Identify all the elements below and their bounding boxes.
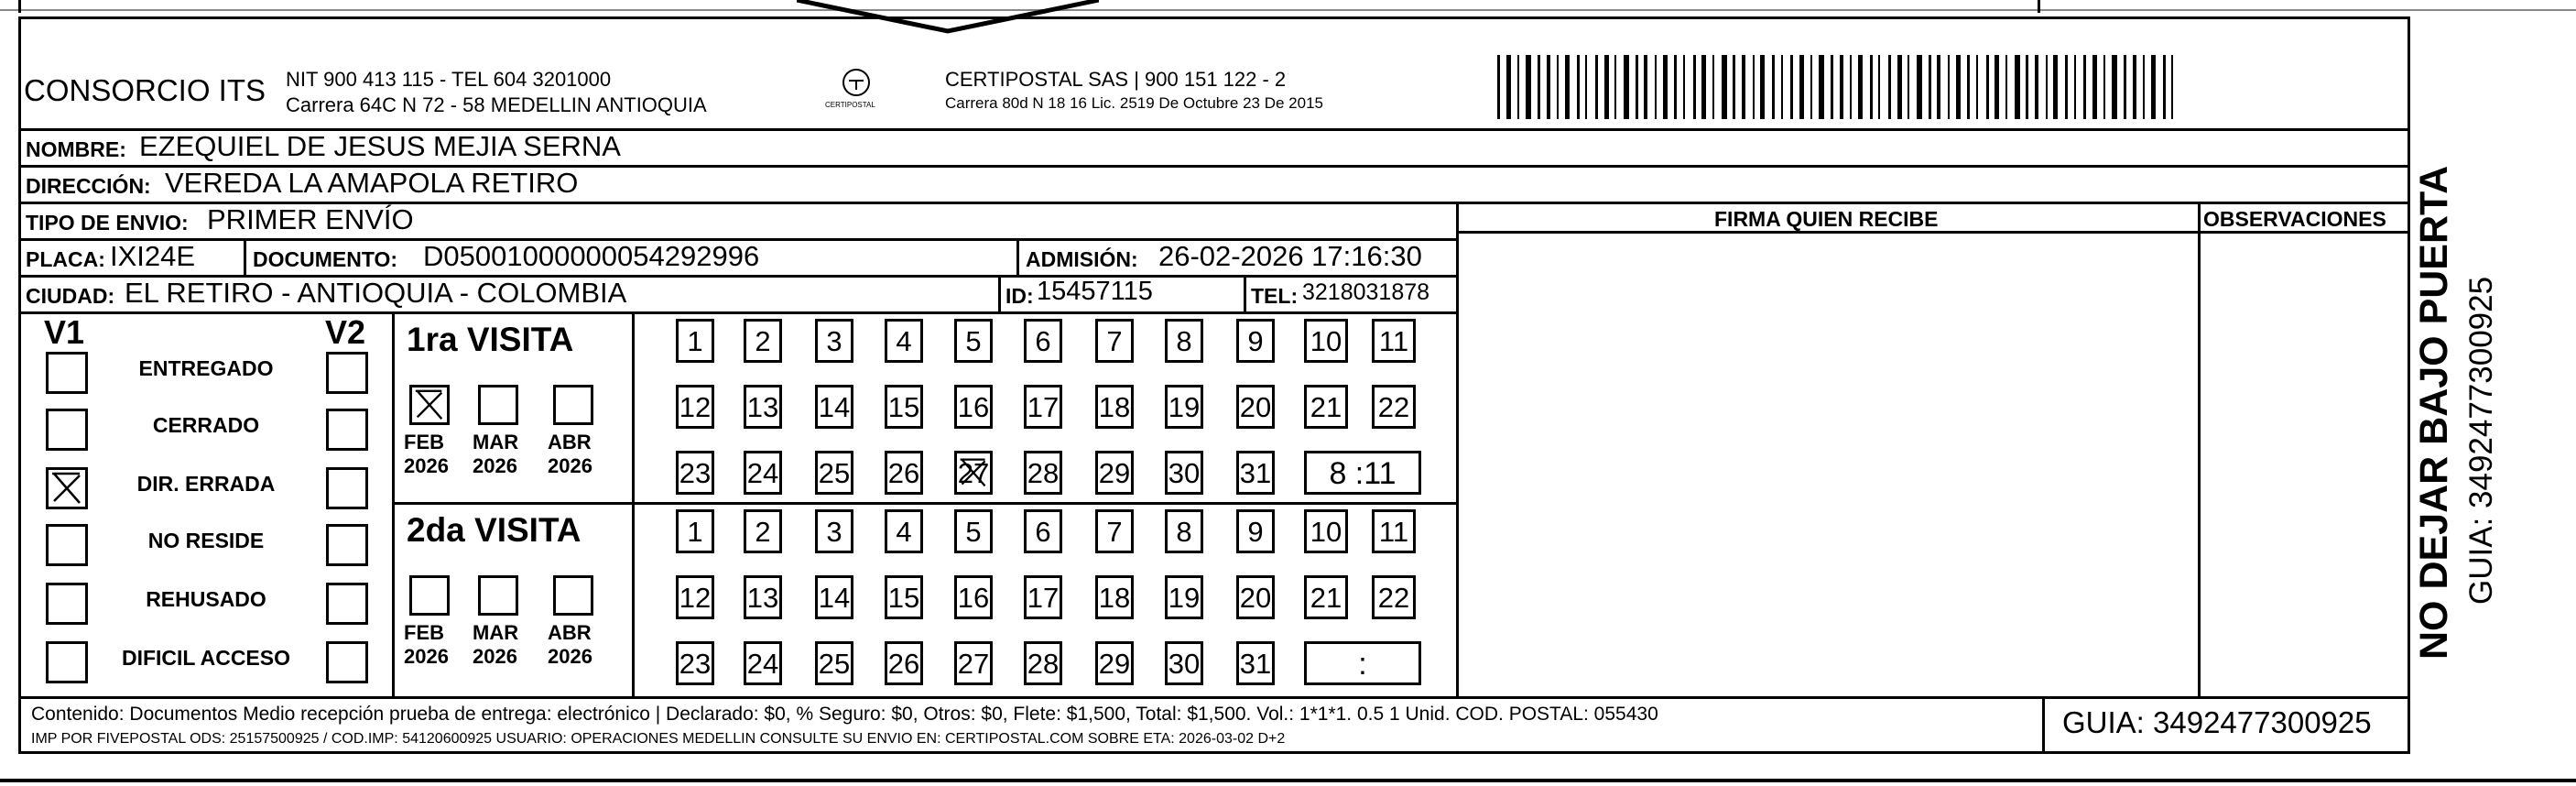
visit-day-box[interactable]: 28 xyxy=(1024,451,1062,495)
visit-day-box[interactable]: 5 xyxy=(954,319,993,363)
visit-day-box[interactable]: 22 xyxy=(1372,385,1416,429)
observations-header: OBSERVACIONES xyxy=(2203,207,2386,231)
visit-day-box[interactable]: 15 xyxy=(885,575,923,619)
logo-text: CERTIPOSTAL xyxy=(825,101,875,109)
barcode-bar xyxy=(1753,55,1755,119)
barcode-bar xyxy=(1850,55,1852,119)
visit-day-box[interactable]: 20 xyxy=(1236,385,1275,429)
status-label: REHUSADO xyxy=(146,587,266,611)
status-v2-checkbox[interactable] xyxy=(326,409,368,451)
barcode-bar xyxy=(1948,55,1950,119)
visit-day-box[interactable]: 11 xyxy=(1372,319,1416,363)
visit-day-box[interactable]: 5 xyxy=(954,509,993,553)
barcode-bar xyxy=(1624,55,1629,119)
status-v1-checkbox[interactable] xyxy=(46,409,88,451)
status-v1-checkbox[interactable] xyxy=(46,641,88,683)
barcode-bar xyxy=(1929,55,1931,119)
visit-day-box[interactable]: 2 xyxy=(744,509,782,553)
barcode-bar xyxy=(2171,55,2173,119)
admission-value: 26-02-2026 17:16:30 xyxy=(1158,240,1422,272)
visit-title: 1ra VISITA xyxy=(407,321,574,358)
recipient-name: EZEQUIEL DE JESUS MEJIA SERNA xyxy=(139,130,621,162)
courier-name: CERTIPOSTAL SAS | 900 151 122 - 2 xyxy=(945,68,1287,91)
signature-header: FIRMA QUIEN RECIBE xyxy=(1714,207,1939,231)
footer-content: Contenido: Documentos Medio recepción prueba de entrega: electrónico | Declarado: $0, % Seguro: $0, Otros: $0, Flete: $1,500, Total: $1,500. Vol.: 1*1*1. 0.5 1 Unid. COD. POSTAL: 055430 xyxy=(31,704,1658,725)
visit-day-box[interactable]: 26 xyxy=(885,451,923,495)
barcode-bar xyxy=(1810,55,1812,119)
visit-day-box[interactable]: 26 xyxy=(885,641,923,685)
visit-day-box[interactable]: 27 xyxy=(954,451,993,495)
barcode-bar xyxy=(1644,55,1647,119)
visit-day-box[interactable]: 19 xyxy=(1165,385,1203,429)
visit-day-box[interactable]: 2 xyxy=(744,319,782,363)
barcode-bar xyxy=(1840,55,1843,119)
visit-day-box[interactable]: 14 xyxy=(815,385,853,429)
barcode-bar xyxy=(1674,55,1677,119)
recipient-address: VEREDA LA AMAPOLA RETIRO xyxy=(165,167,579,199)
status-v2-checkbox[interactable] xyxy=(326,352,368,394)
plate-label: PLACA: xyxy=(26,247,105,271)
barcode-bar xyxy=(1538,55,1540,119)
visit-day-box[interactable]: 16 xyxy=(954,385,993,429)
company-name: CONSORCIO ITS xyxy=(24,73,266,107)
status-v1-checkbox[interactable] xyxy=(46,583,88,625)
top-torn-edge xyxy=(0,0,2576,18)
barcode-bar xyxy=(1595,55,1598,119)
barcode-bar xyxy=(1526,55,1531,119)
visit-time-box[interactable]: 8 :11 xyxy=(1304,451,1421,495)
visit-month-label: FEB xyxy=(404,621,444,644)
barcode-bar xyxy=(2053,55,2058,119)
v1-label: V1 xyxy=(44,313,85,351)
visit-month-label: ABR xyxy=(548,431,592,453)
barcode-bar xyxy=(1772,55,1775,119)
visit-day-box[interactable]: 29 xyxy=(1095,641,1134,685)
ship-type-label: TIPO DE ENVIO: xyxy=(26,211,189,235)
barcode-bar xyxy=(1565,55,1570,119)
barcode-bar xyxy=(1917,55,1922,119)
barcode-bar xyxy=(2092,55,2097,119)
document-value: D05001000000054292996 xyxy=(423,240,760,272)
barcode-bar xyxy=(1547,55,1550,119)
barcode-bar xyxy=(1636,55,1638,119)
barcode-bar xyxy=(1878,55,1880,119)
barcode-bar xyxy=(2133,55,2136,119)
bottom-rule xyxy=(0,779,2576,782)
visit-day-box[interactable]: 9 xyxy=(1236,509,1275,553)
side-warning: NO DEJAR BAJO PUERTA xyxy=(2412,165,2456,660)
visit-day-box[interactable]: 13 xyxy=(744,575,782,619)
visit-day-box[interactable]: 6 xyxy=(1024,509,1062,553)
barcode-bar xyxy=(1994,55,1999,119)
visit-month-checkbox[interactable] xyxy=(478,575,518,616)
id-value: 15457115 xyxy=(1037,277,1153,306)
visit-day-box[interactable]: 12 xyxy=(676,385,714,429)
visit-month-checkbox[interactable] xyxy=(553,385,593,425)
visit-day-box[interactable]: 4 xyxy=(885,319,923,363)
visit-year-label: 2026 xyxy=(404,645,449,668)
barcode-bar xyxy=(2151,55,2156,119)
visit-day-box[interactable]: 10 xyxy=(1304,319,1348,363)
visit-day-box[interactable]: 22 xyxy=(1372,575,1416,619)
barcode xyxy=(1497,55,2179,119)
visit-day-box[interactable]: 11 xyxy=(1372,509,1416,553)
barcode-bar xyxy=(1604,55,1609,119)
barcode-bar xyxy=(1819,55,1824,119)
visit-day-box[interactable]: 13 xyxy=(744,385,782,429)
visit-day-box[interactable]: 7 xyxy=(1095,319,1134,363)
visit-month-checkbox[interactable] xyxy=(553,575,593,616)
barcode-bar xyxy=(1937,55,1940,119)
barcode-bar xyxy=(1655,55,1657,119)
visit-day-box[interactable]: 14 xyxy=(815,575,853,619)
tel-label: TEL: xyxy=(1251,284,1299,308)
visit-month-label: ABR xyxy=(548,621,592,644)
name-label: NOMBRE: xyxy=(26,137,126,161)
company-nit: NIT 900 413 115 - TEL 604 3201000 xyxy=(286,68,612,91)
document-label: DOCUMENTO: xyxy=(253,247,398,271)
status-v2-checkbox[interactable] xyxy=(326,467,368,509)
visit-day-box[interactable]: 1 xyxy=(676,319,714,363)
status-v2-checkbox[interactable] xyxy=(326,641,368,683)
visit-day-box[interactable]: 10 xyxy=(1304,509,1348,553)
barcode-bar xyxy=(1976,55,1978,119)
visit-day-box[interactable]: 17 xyxy=(1024,575,1062,619)
visit-day-box[interactable]: 21 xyxy=(1304,575,1348,619)
visit-day-box[interactable]: 16 xyxy=(954,575,993,619)
barcode-bar xyxy=(1614,55,1616,119)
barcode-bar xyxy=(1506,55,1511,119)
certipostal-logo xyxy=(825,64,884,119)
barcode-bar xyxy=(1897,55,1902,119)
visit-day-box[interactable]: 4 xyxy=(885,509,923,553)
barcode-bar xyxy=(2005,55,2007,119)
visit-day-box[interactable]: 28 xyxy=(1024,641,1062,685)
visit-day-box[interactable]: 9 xyxy=(1236,319,1275,363)
visit-day-box[interactable]: 25 xyxy=(815,641,853,685)
id-label: ID: xyxy=(1005,284,1034,308)
visit-day-box[interactable]: 29 xyxy=(1095,451,1134,495)
barcode-bar xyxy=(2103,55,2105,119)
barcode-bar xyxy=(2083,55,2086,119)
barcode-bar xyxy=(2065,55,2068,119)
barcode-bar xyxy=(1908,55,1909,119)
courier-license: Carrera 80d N 18 16 Lic. 2519 De Octubre 23 De 2015 xyxy=(945,94,1323,112)
barcode-bar xyxy=(1870,55,1873,119)
barcode-bar xyxy=(1790,55,1793,119)
status-label: ENTREGADO xyxy=(138,356,274,380)
visit-day-box[interactable]: 30 xyxy=(1165,451,1203,495)
status-label: NO RESIDE xyxy=(147,529,265,552)
visit-day-box[interactable]: 6 xyxy=(1024,319,1062,363)
visit-day-box[interactable]: 31 xyxy=(1236,641,1275,685)
visit-day-box[interactable]: 3 xyxy=(815,509,853,553)
barcode-bar xyxy=(1663,55,1668,119)
visit-day-box[interactable]: 25 xyxy=(815,451,853,495)
company-address: Carrera 64C N 72 - 58 MEDELLIN ANTIOQUIA xyxy=(286,93,707,116)
footer-guide: GUIA: 3492477300925 xyxy=(2062,705,2372,739)
observations-area[interactable] xyxy=(2201,234,2408,696)
status-v1-checkbox[interactable] xyxy=(46,352,88,394)
ship-type: PRIMER ENVÍO xyxy=(207,203,414,235)
visit-month-checkbox[interactable] xyxy=(478,385,518,425)
city-label: CIUDAD: xyxy=(26,284,115,308)
visit-day-box[interactable]: 12 xyxy=(676,575,714,619)
visit-month-label: MAR xyxy=(473,431,519,453)
status-label: DIR. ERRADA xyxy=(136,472,276,496)
visit-day-box[interactable]: 20 xyxy=(1236,575,1275,619)
barcode-bar xyxy=(1557,55,1559,119)
status-label: DIFICIL ACCESO xyxy=(121,646,290,670)
barcode-bar xyxy=(1831,55,1833,119)
tel-value: 3218031878 xyxy=(1302,279,1430,305)
status-v2-checkbox[interactable] xyxy=(326,583,368,625)
barcode-bar xyxy=(2124,55,2126,119)
footer-imp: IMP POR FIVEPOSTAL ODS: 25157500925 / COD.IMP: 54120600925 USUARIO: OPERACIONES MEDELLIN CONSULTE SU ENVIO EN: CERTIPOSTAL.COM SOBRE ETA: 2026-03-02 D+2 xyxy=(31,731,1286,747)
visit-time-box[interactable]: : xyxy=(1304,641,1421,685)
status-v1-checkbox[interactable] xyxy=(46,524,88,566)
barcode-bar xyxy=(1799,55,1804,119)
visit-month-label: FEB xyxy=(404,431,444,453)
visit-day-box[interactable]: 3 xyxy=(815,319,853,363)
barcode-bar xyxy=(2046,55,2048,119)
address-label: DIRECCIÓN: xyxy=(26,174,151,198)
visit-month-checkbox[interactable] xyxy=(409,575,450,616)
visit-month-checkbox[interactable] xyxy=(409,385,450,425)
status-v1-checkbox[interactable] xyxy=(46,467,88,509)
side-guide: GUIA: 3492477300925 xyxy=(2463,276,2499,605)
barcode-bar xyxy=(1585,55,1587,119)
barcode-bar xyxy=(1742,55,1745,119)
visit-day-box[interactable]: 31 xyxy=(1236,451,1275,495)
visit-day-box[interactable]: 18 xyxy=(1095,575,1134,619)
visit-year-label: 2026 xyxy=(548,645,592,668)
barcode-bar xyxy=(2143,55,2145,119)
barcode-bar xyxy=(2074,55,2076,119)
visit-day-box[interactable]: 24 xyxy=(744,451,782,495)
visit-day-box[interactable]: 30 xyxy=(1165,641,1203,685)
visit-day-box[interactable]: 15 xyxy=(885,385,923,429)
barcode-bar xyxy=(1722,55,1727,119)
visit-day-box[interactable]: 1 xyxy=(676,509,714,553)
visit-day-box[interactable]: 23 xyxy=(676,641,714,685)
barcode-bar xyxy=(1693,55,1696,119)
barcode-bar xyxy=(1497,55,1500,119)
barcode-bar xyxy=(1888,55,1891,119)
barcode-bar xyxy=(1733,55,1735,119)
plate-value: IXI24E xyxy=(110,240,196,272)
visit-day-box[interactable]: 18 xyxy=(1095,385,1134,429)
visit-day-box[interactable]: 7 xyxy=(1095,509,1134,553)
visit-day-box[interactable]: 17 xyxy=(1024,385,1062,429)
barcode-bar xyxy=(1760,55,1765,119)
v2-label: V2 xyxy=(325,313,366,351)
barcode-bar xyxy=(2112,55,2117,119)
barcode-bar xyxy=(2035,55,2038,119)
visit-day-box[interactable]: 23 xyxy=(676,451,714,495)
admission-label: ADMISIÓN: xyxy=(1026,247,1138,271)
barcode-bar xyxy=(2015,55,2020,119)
city-value: EL RETIRO - ANTIOQUIA - COLOMBIA xyxy=(125,277,627,309)
barcode-bar xyxy=(1577,55,1580,119)
visit-month-label: MAR xyxy=(473,621,519,644)
barcode-bar xyxy=(1701,55,1706,119)
barcode-bar xyxy=(1683,55,1685,119)
barcode-bar xyxy=(2163,55,2166,119)
barcode-bar xyxy=(2026,55,2028,119)
status-label: CERRADO xyxy=(152,413,260,437)
barcode-bar xyxy=(1967,55,1970,119)
barcode-bar xyxy=(1781,55,1783,119)
visit-year-label: 2026 xyxy=(473,645,517,668)
visit-day-box[interactable]: 8 xyxy=(1165,509,1203,553)
visit-title: 2da VISITA xyxy=(407,511,582,549)
visit-day-box[interactable]: 27 xyxy=(954,641,993,685)
status-v2-checkbox[interactable] xyxy=(326,524,368,566)
certipostal-seal-icon xyxy=(829,64,884,119)
barcode-bar xyxy=(1986,55,1989,119)
barcode-bar xyxy=(1712,55,1714,119)
visit-year-label: 2026 xyxy=(473,454,517,477)
visit-day-box[interactable]: 21 xyxy=(1304,385,1348,429)
signature-area[interactable] xyxy=(1459,234,2196,696)
barcode-bar xyxy=(1517,55,1519,119)
visit-day-box[interactable]: 24 xyxy=(744,641,782,685)
visit-day-box[interactable]: 8 xyxy=(1165,319,1203,363)
barcode-bar xyxy=(1956,55,1961,119)
visit-year-label: 2026 xyxy=(404,454,449,477)
visit-day-box[interactable]: 19 xyxy=(1165,575,1203,619)
barcode-bar xyxy=(1858,55,1863,119)
visit-year-label: 2026 xyxy=(548,454,592,477)
